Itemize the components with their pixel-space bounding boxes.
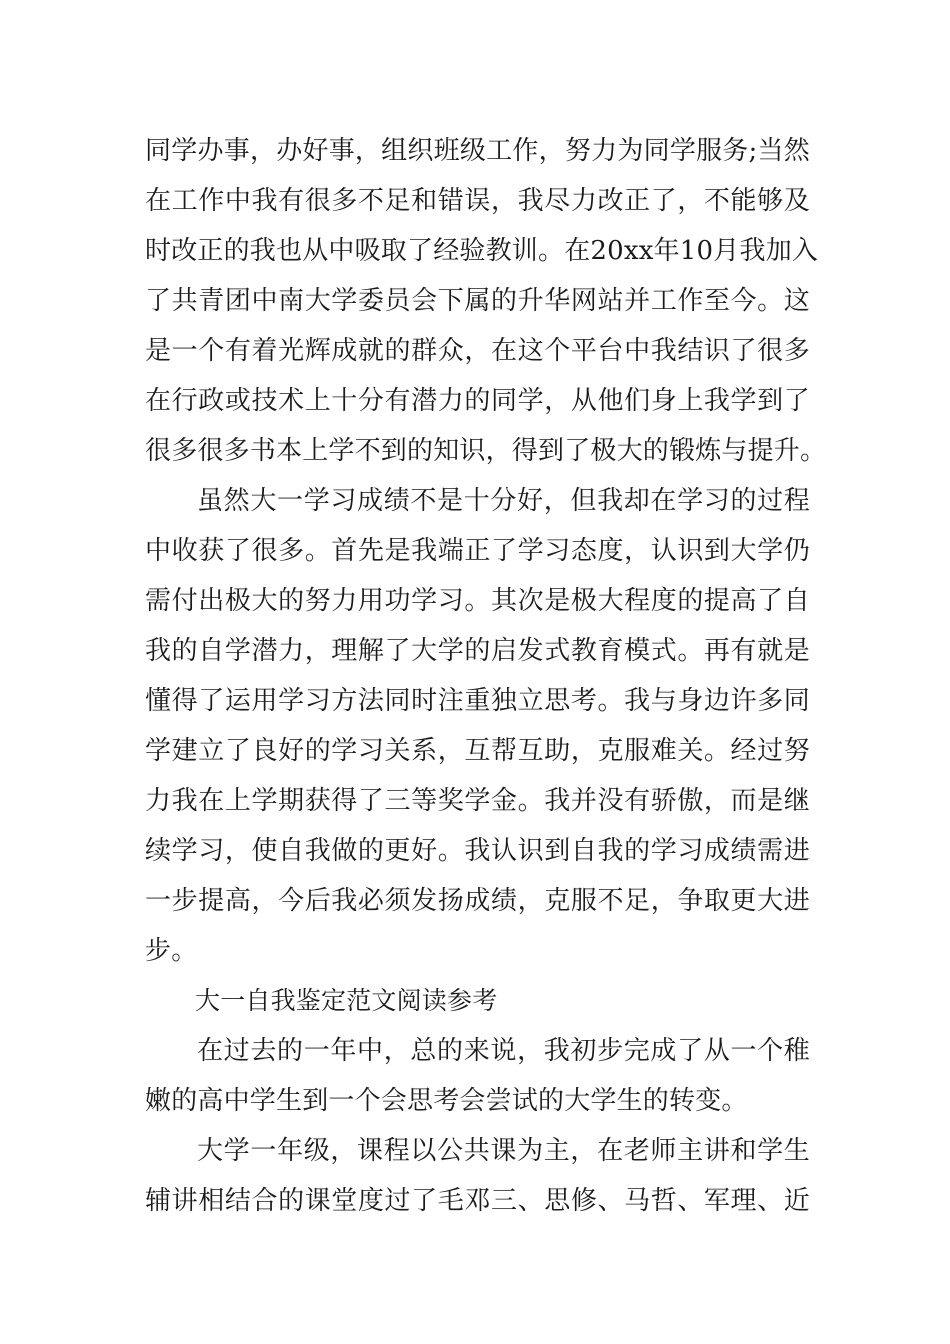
text-line: 中收获了很多。首先是我端正了学习态度，认识到大学仍 bbox=[145, 536, 810, 566]
document-body bbox=[145, 126, 827, 1226]
text-line: 步。 bbox=[145, 936, 198, 966]
text-line: 嫩的高中学生到一个会思考会尝试的大学生的转变。 bbox=[145, 1086, 748, 1116]
text-line: 辅讲相结合的课堂度过了毛邓三、思修、马哲、军理、近 bbox=[145, 1186, 810, 1216]
text-line: 学建立了良好的学习关系，互帮互助，克服难关。经过努 bbox=[145, 736, 810, 766]
text-line: 很多很多书本上学不到的知识，得到了极大的锻炼与提升。 bbox=[145, 436, 827, 466]
text-line: 力我在上学期获得了三等奖学金。我并没有骄傲，而是继 bbox=[145, 786, 810, 816]
text-line: 一步提高，今后我必须发扬成绩，克服不足，争取更大进 bbox=[145, 886, 810, 916]
text-line: 我的自学潜力，理解了大学的启发式教育模式。再有就是 bbox=[145, 636, 810, 666]
text-line: 在行政或技术上十分有潜力的同学，从他们身上我学到了 bbox=[145, 386, 810, 416]
paragraph-first-line: 在过去的一年中，总的来说，我初步完成了从一个稚 bbox=[197, 1036, 810, 1066]
section-heading: 大一自我鉴定范文阅读参考 bbox=[195, 986, 498, 1015]
paragraph-first-line: 虽然大一学习成绩不是十分好，但我却在学习的过程 bbox=[197, 486, 810, 516]
text-line: 时改正的我也从中吸取了经验教训。在20xx年10月我加入 bbox=[145, 236, 819, 266]
text-line: 了共青团中南大学委员会下属的升华网站并工作至今。这 bbox=[145, 286, 810, 316]
text-line: 懂得了运用学习方法同时注重独立思考。我与身边许多同 bbox=[145, 686, 810, 716]
text-line: 续学习，使自我做的更好。我认识到自我的学习成绩需进 bbox=[145, 836, 810, 866]
text-line: 是一个有着光辉成就的群众，在这个平台中我结识了很多 bbox=[145, 336, 810, 366]
text-line: 同学办事，办好事，组织班级工作，努力为同学服务;当然 bbox=[145, 136, 810, 166]
paragraph-first-line: 大学一年级，课程以公共课为主，在老师主讲和学生 bbox=[197, 1136, 810, 1166]
text-line: 需付出极大的努力用功学习。其次是极大程度的提高了自 bbox=[145, 586, 810, 616]
text-line: 在工作中我有很多不足和错误，我尽力改正了，不能够及 bbox=[145, 186, 810, 216]
